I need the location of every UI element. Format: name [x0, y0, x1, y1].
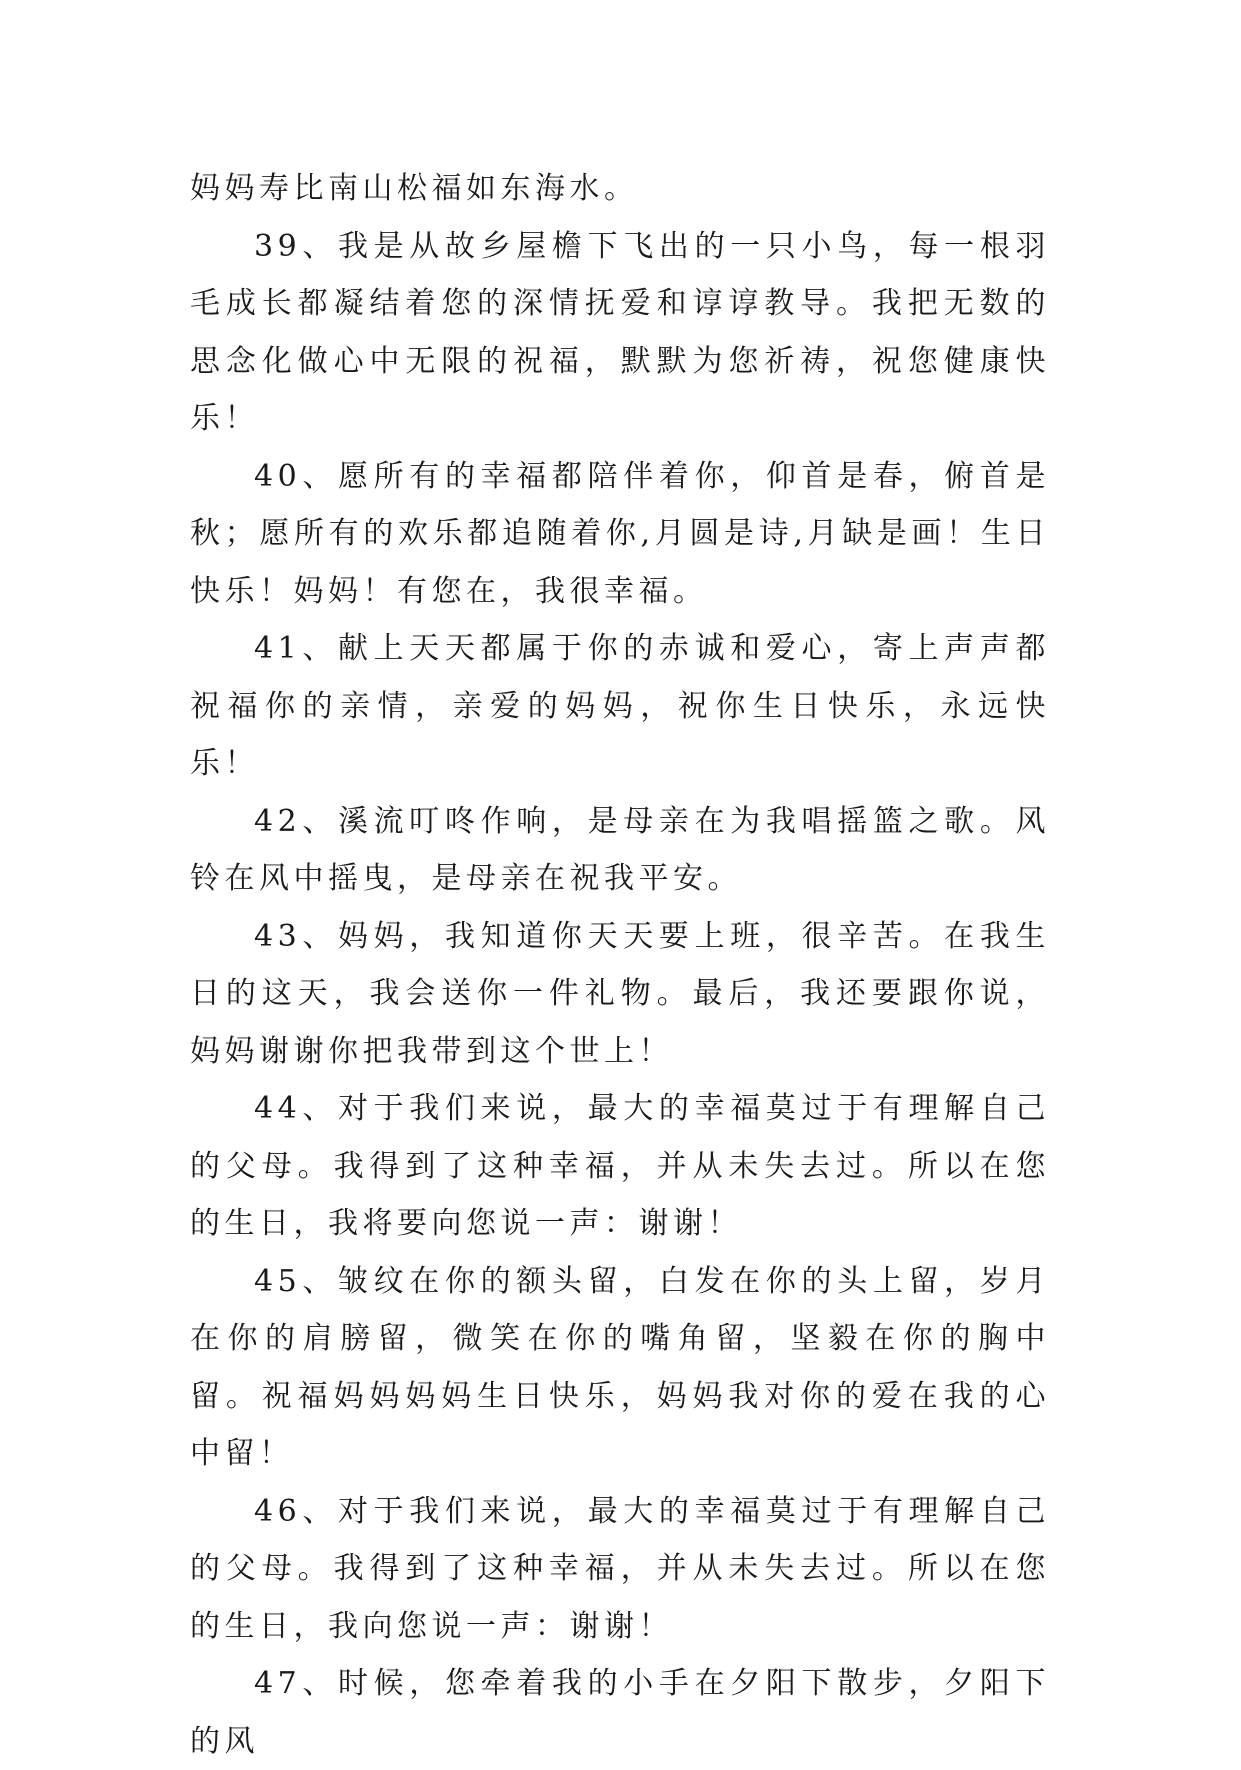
paragraph-40: 40、愿所有的幸福都陪伴着你，仰首是春，俯首是秋；愿所有的欢乐都追随着你,月圆是诗,月缺是画！生日快乐！妈妈！有您在，我很幸福。: [190, 458, 1050, 609]
paragraph-41: 41、献上天天都属于你的赤诚和爱心，寄上声声都祝福你的亲情，亲爱的妈妈，祝你生日快乐，永远快乐！: [190, 631, 1050, 781]
paragraph-47: 47、时候，您牵着我的小手在夕阳下散步，夕阳下的风: [190, 1666, 1050, 1759]
paragraph-42: 42、溪流叮咚作响，是母亲在为我唱摇篮之歌。风铃在风中摇曳，是母亲在祝我平安。: [190, 803, 1050, 896]
paragraph-43: 43、妈妈，我知道你天天要上班，很辛苦。在我生日的这天，我会送你一件礼物。最后，我还要跟你说，妈妈谢谢你把我带到这个世上！: [190, 918, 1050, 1069]
document-body: [190, 160, 1050, 1770]
paragraph-continuation: 妈妈寿比南山松福如东海水。: [190, 171, 639, 206]
paragraph-46: 46、对于我们来说，最大的幸福莫过于有理解自己的父母。我得到了这种幸福，并从未失去过。所以在您的生日，我向您说一声：谢谢！: [190, 1493, 1050, 1644]
paragraph-45: 45、皱纹在你的额头留，白发在你的头上留，岁月在你的肩膀留，微笑在你的嘴角留，坚毅在你的胸中留。祝福妈妈妈妈生日快乐，妈妈我对你的爱在我的心中留！: [190, 1263, 1050, 1471]
paragraph-44: 44、对于我们来说，最大的幸福莫过于有理解自己的父母。我得到了这种幸福，并从未失去过。所以在您的生日，我将要向您说一声：谢谢！: [190, 1091, 1050, 1241]
paragraph-39: 39、我是从故乡屋檐下飞出的一只小鸟，每一根羽毛成长都凝结着您的深情抚爱和谆谆教导。我把无数的思念化做心中无限的祝福，默默为您祈祷，祝您健康快乐！: [190, 228, 1050, 436]
